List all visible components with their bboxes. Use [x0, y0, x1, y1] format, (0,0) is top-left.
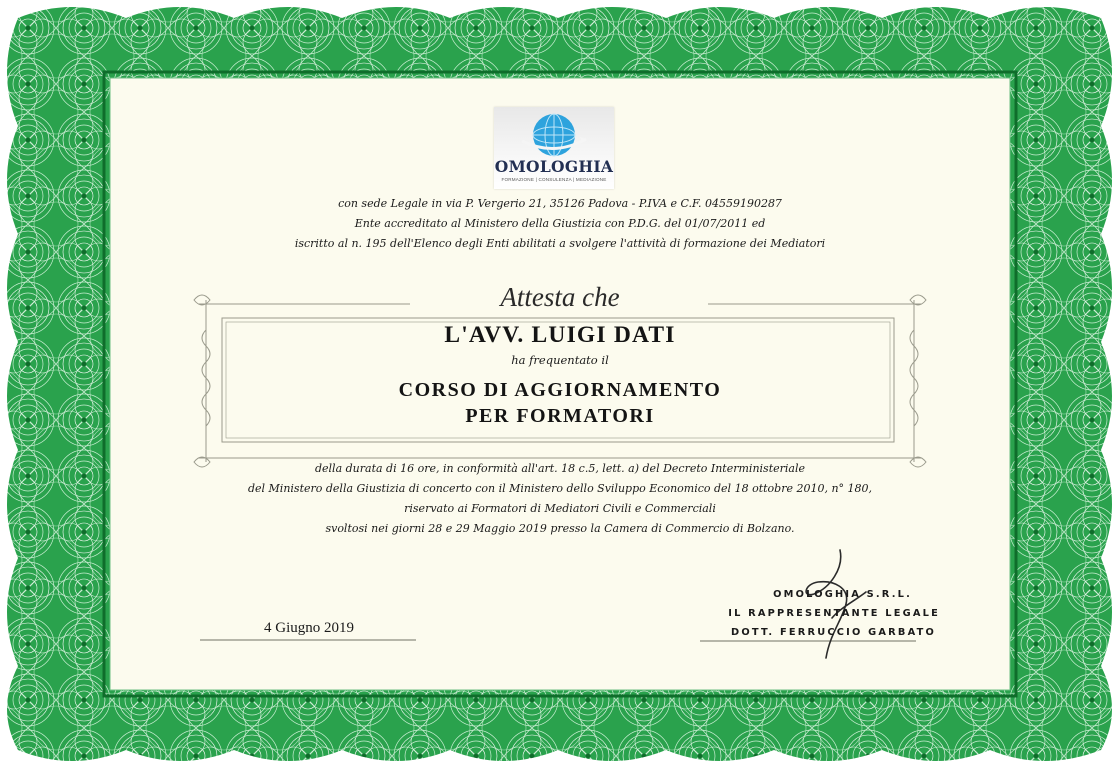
signatory-company: OMOLOGHIA S.R.L. [773, 589, 912, 600]
logo-tagline: FORMAZIONE | CONSULENZA | MEDIAZIONE [501, 177, 607, 182]
globe-icon [516, 111, 592, 159]
course-decree-line: del Ministero della Giustizia di concerto con il Ministero dello Sviluppo Economico del 18 ottobre 2010, n° 180, [247, 482, 873, 495]
attended-label: ha frequentato il [511, 353, 609, 367]
course-details [180, 459, 940, 539]
attesta-heading: Attesta che [500, 282, 620, 312]
organization-address-line: con sede Legale in via P. Vergerio 21, 35126 Padova - P.IVA e C.F. 04559190287 [338, 197, 782, 210]
logo-wordmark: OMOLOGHIA [494, 157, 614, 176]
course-duration-line: della durata di 16 ore, in conformità all'art. 18 c.5, lett. a) del Decreto Interministeriale [314, 462, 805, 475]
recipient-name: L'AVV. LUIGI DATI [444, 322, 676, 348]
accreditation-line: Ente accreditato al Ministero della Giustizia con P.D.G. del 01/07/2011 ed [354, 217, 766, 230]
registry-line: iscritto al n. 195 dell'Elenco degli Enti abilitati a svolgere l'attività di formazione dei Mediatori [294, 237, 826, 250]
course-title-line-1: CORSO DI AGGIORNAMENTO [398, 379, 722, 401]
organization-logo [494, 107, 614, 189]
organization-details [240, 194, 880, 254]
course-audience-line: riservato ai Formatori di Mediatori Civili e Commerciali [404, 502, 716, 515]
issue-date: 4 Giugno 2019 [264, 620, 354, 636]
signatory-role: IL RAPPRESENTANTE LEGALE [728, 608, 940, 619]
signatory-name: DOTT. FERRUCCIO GARBATO [731, 627, 936, 638]
course-venue-line: svoltosi nei giorni 28 e 29 Maggio 2019 presso la Camera di Commercio di Bolzano. [325, 522, 795, 535]
course-title-line-2: PER FORMATORI [465, 405, 655, 427]
